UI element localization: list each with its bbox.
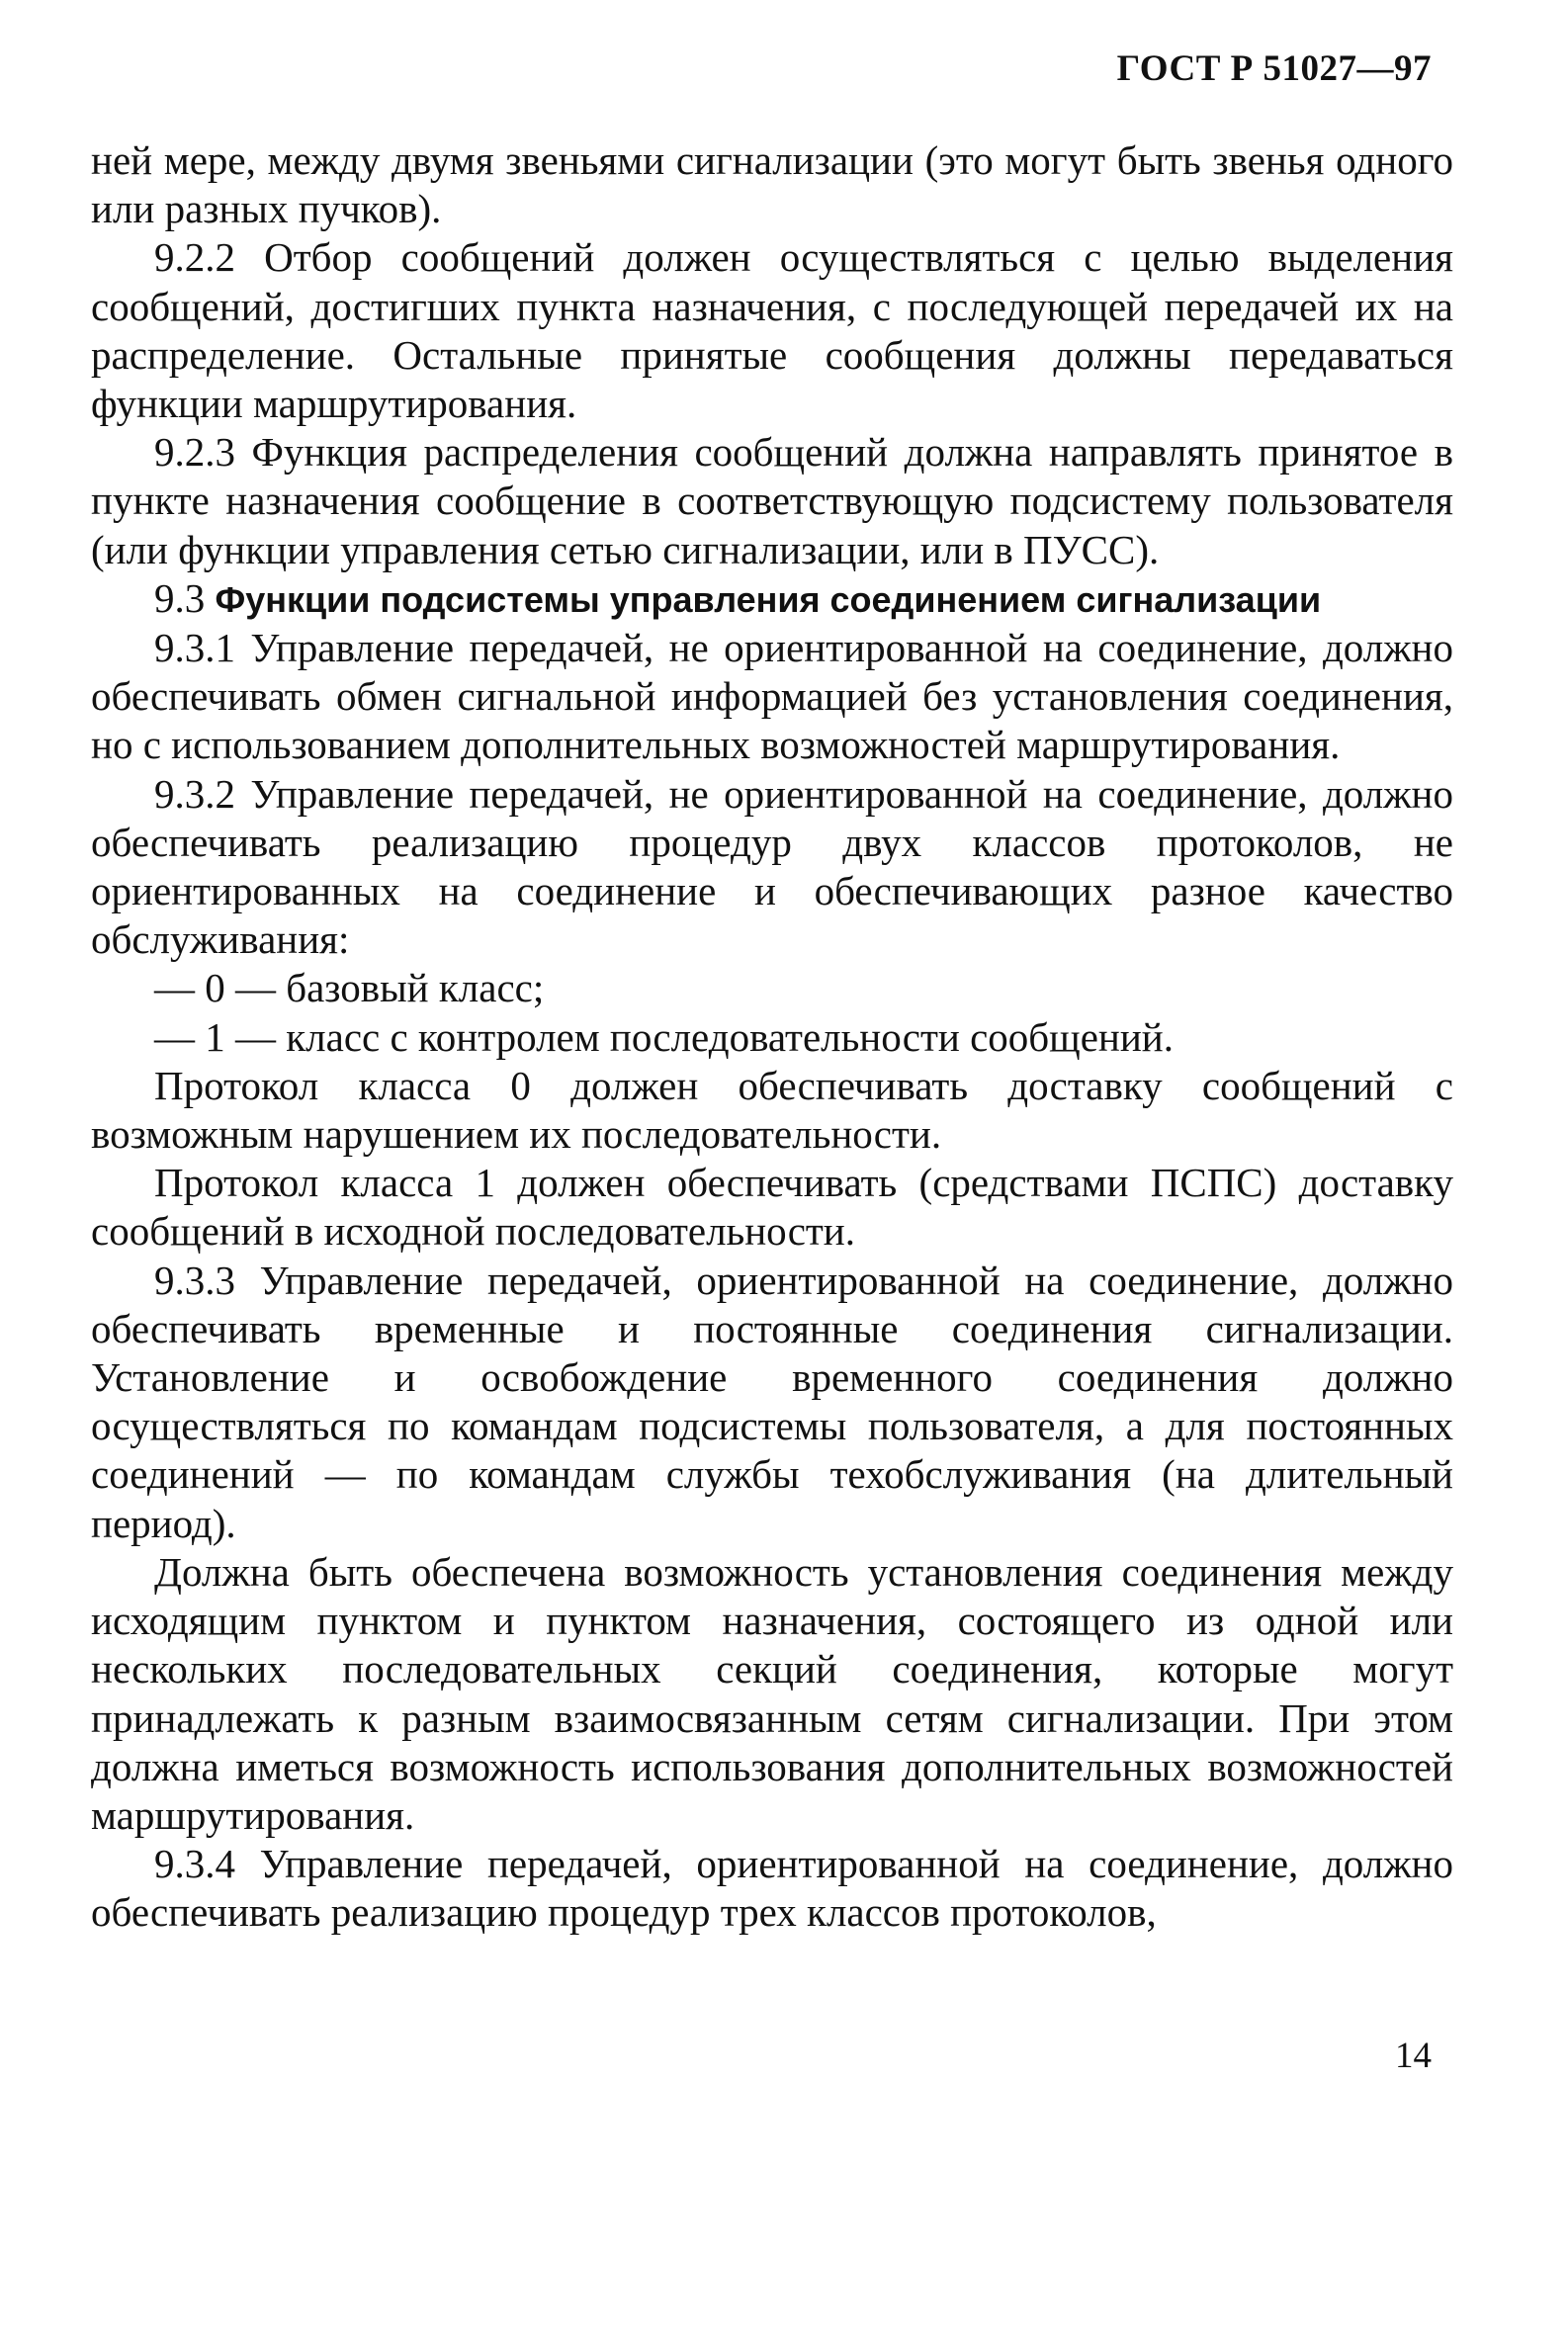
paragraph-9-3-2: 9.3.2 Управление передачей, не ориентированной на соединение, должно обеспечивать реализацию процедур двух классов протоколов, не ориентированных на соединение и обеспечивающих разное качество обслуживания: xyxy=(91,770,1453,963)
section-heading-9-3 xyxy=(91,574,1453,624)
paragraph-9-3-1: 9.3.1 Управление передачей, не ориентированной на соединение, должно обеспечивать обмен сигнальной информацией без установления соединения, но с использованием дополнительных возможностей маршрутирования. xyxy=(91,625,1453,768)
list-item-class-1: — 1 — класс с контролем последовательности сообщений. xyxy=(154,1013,1174,1060)
paragraph-connection-setup: Должна быть обеспечена возможность установления соединения между исходящим пунктом и пунктом назначения, состоящего из одной или нескольких последовательных секций соединения, которые могут принадлежать к разным взаимосвязанным сетям сигнализации. При этом должна иметься возможность использования дополнительных возможностей маршрутирования. xyxy=(91,1548,1453,1838)
paragraph-9-2-3: 9.2.3 Функция распределения сообщений должна направлять принятое в пункте назначения сообщение в соответствующую подсистему пользователя (или функции управления сетью сигнализации, или в ПУСС). xyxy=(91,429,1453,572)
paragraph-9-3-4: 9.3.4 Управление передачей, ориентированной на соединение, должно обеспечивать реализацию процедур трех классов протоколов, xyxy=(91,1841,1453,1936)
standard-header: ГОСТ Р 51027—97 xyxy=(1116,48,1432,89)
paragraph-continuation: ней мере, между двумя звеньями сигнализации (это могут быть звенья одного или разных пучков). xyxy=(91,137,1453,232)
page-number: 14 xyxy=(1395,2036,1432,2076)
paragraph-9-3-3: 9.3.3 Управление передачей, ориентированной на соединение, должно обеспечивать временные и постоянные соединения сигнализации. Установление и освобождение временного соединения должно осуществляться по командам подсистемы пользователя, а для постоянных соединений — по командам службы техобслуживания (на длительный период). xyxy=(91,1257,1453,1546)
list-item-class-0: — 0 — базовый класс; xyxy=(154,965,545,1011)
paragraph-9-2-2: 9.2.2 Отбор сообщений должен осуществляться с целью выделения сообщений, достигших пункта назначения, с последующей передачей их на распределение. Остальные принятые сообщения должны передаваться функции маршрутирования. xyxy=(91,234,1453,427)
section-title: Функции подсистемы управления соединением сигнализации xyxy=(215,578,1322,620)
paragraph-protocol-class-1: Протокол класса 1 должен обеспечивать (средствами ПСПС) доставку сообщений в исходной последовательности. xyxy=(91,1160,1453,1255)
body-text xyxy=(91,136,1453,1938)
section-number: 9.3 xyxy=(154,574,206,621)
paragraph-protocol-class-0: Протокол класса 0 должен обеспечивать доставку сообщений с возможным нарушением их последовательности. xyxy=(91,1062,1453,1158)
